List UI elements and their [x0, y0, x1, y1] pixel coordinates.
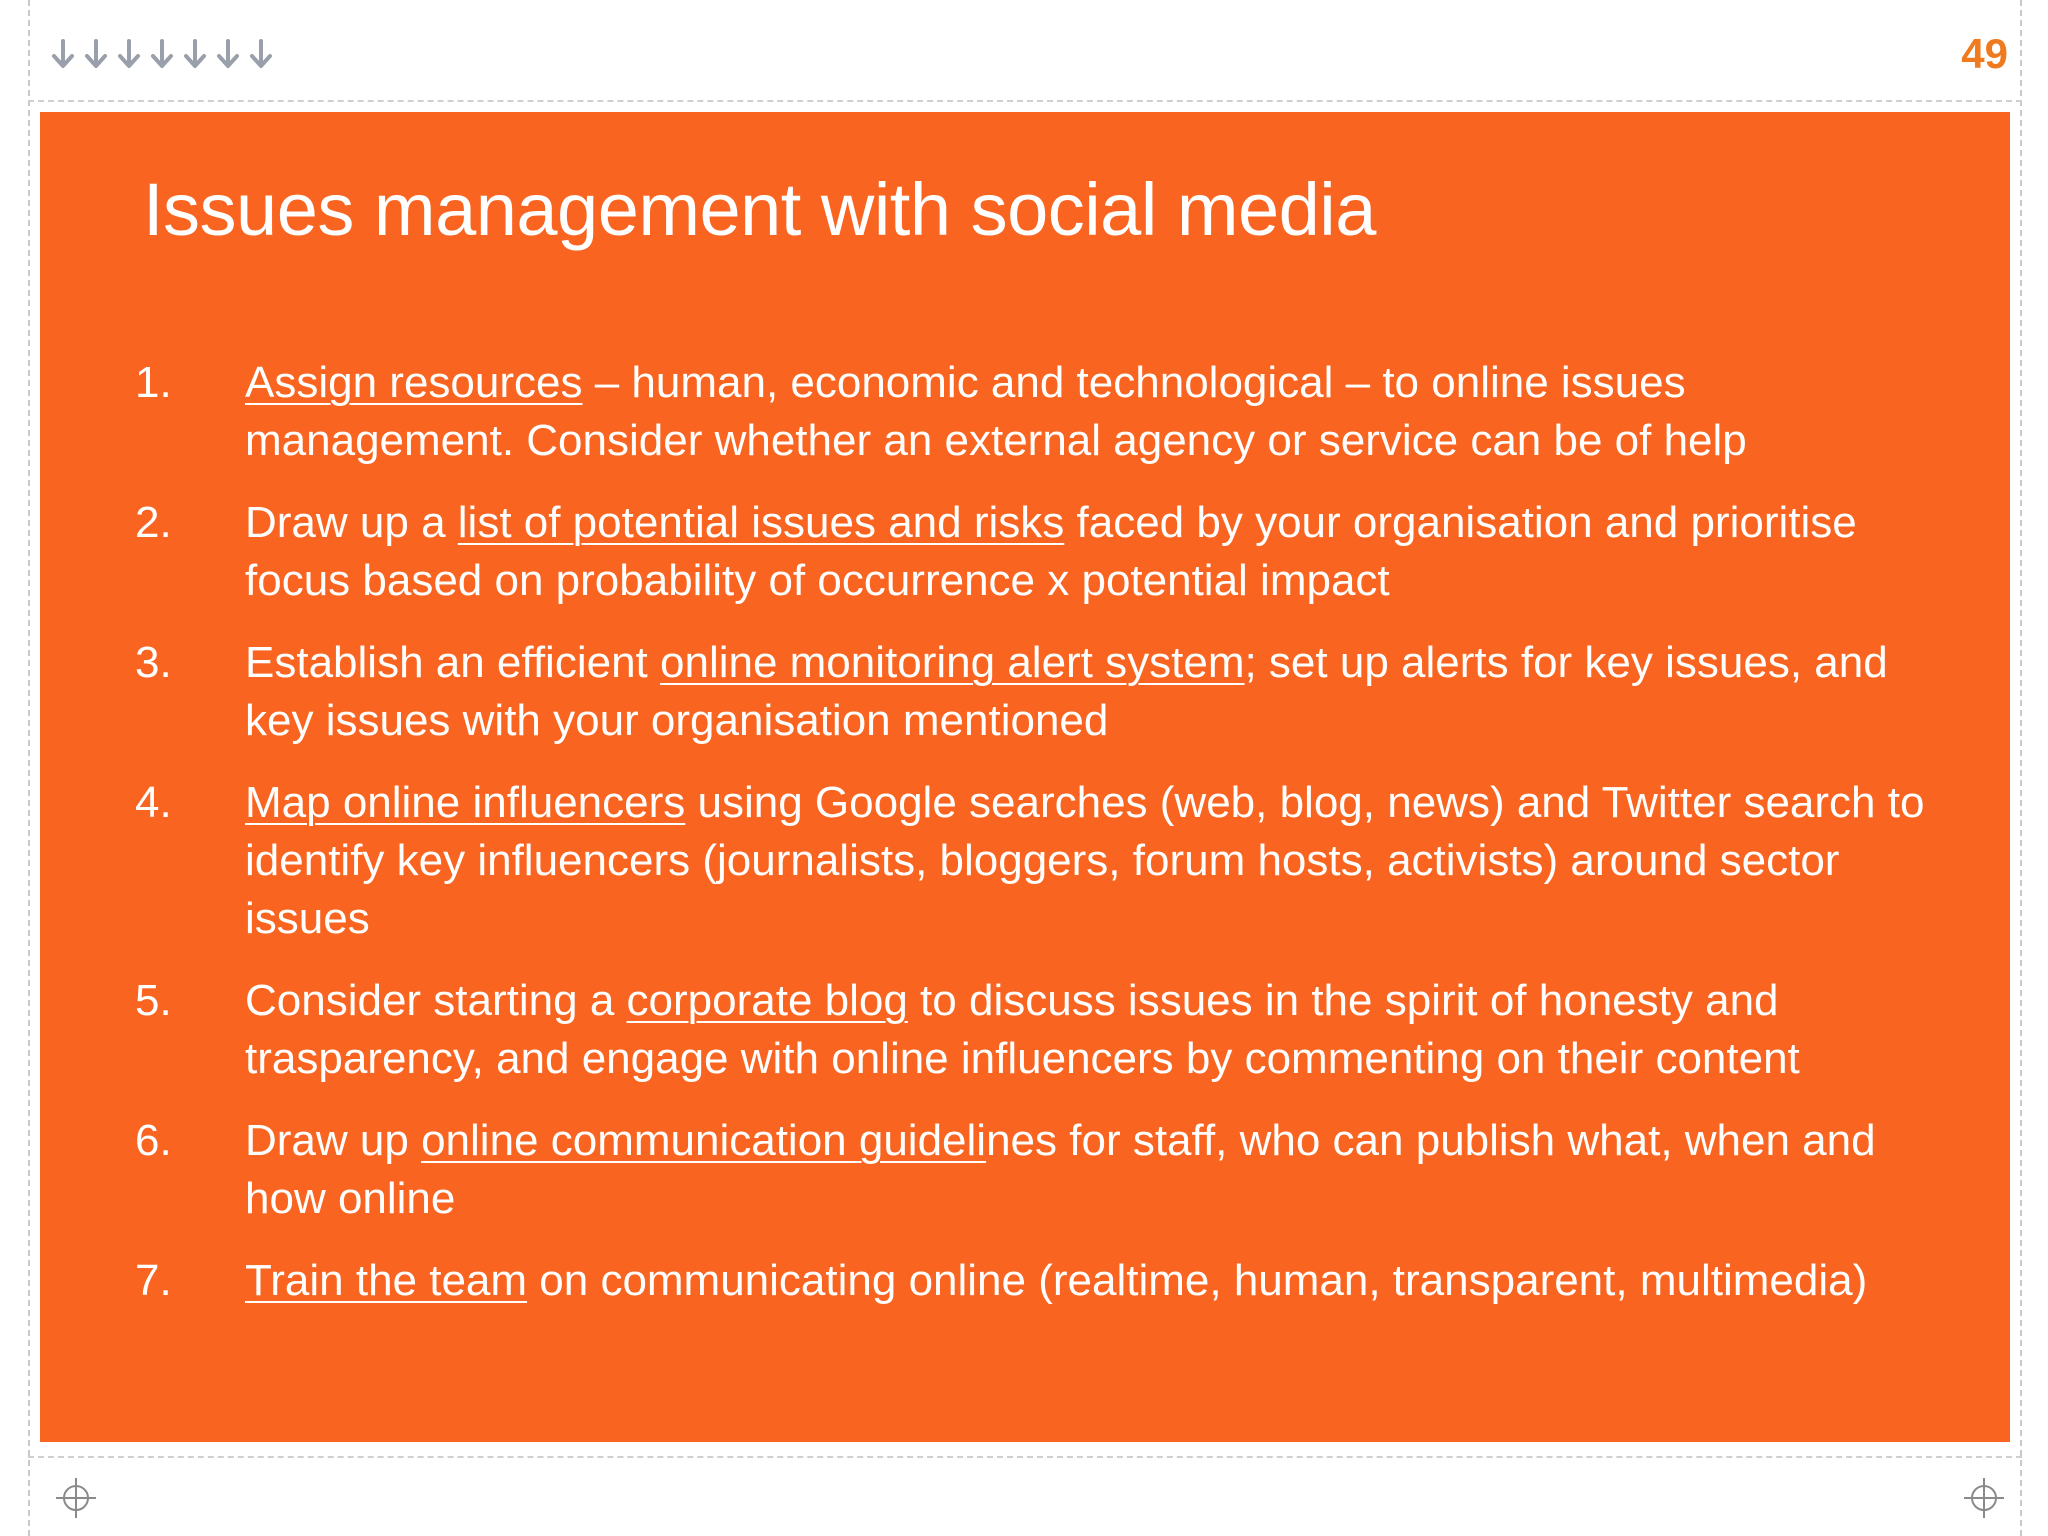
slide-title: Issues management with social media	[143, 168, 1376, 251]
underlined-link[interactable]: Train the team	[245, 1256, 528, 1305]
underlined-link[interactable]: Map online influencers	[245, 778, 686, 827]
underlined-link[interactable]: online monitoring alert system	[660, 638, 1245, 687]
list-item	[135, 1112, 1965, 1228]
list-item-text	[245, 1256, 1867, 1305]
body-text: Establish an efficient	[245, 638, 660, 687]
list-item-text	[245, 498, 1857, 605]
crosshair-icon	[1962, 1476, 2006, 1520]
body-text: faced by your organisation and prioritise focus based on probability of occurrence x potential impact	[245, 498, 1857, 605]
down-arrow-icon	[149, 38, 175, 70]
list-item-number: 6.	[135, 1116, 172, 1165]
list-item-text	[245, 638, 1888, 745]
body-text: on communicating online (realtime, human, transparent, multimedia)	[527, 1256, 1868, 1305]
list-item-text	[245, 358, 1747, 465]
down-arrow-icon	[215, 38, 241, 70]
body-text: ; set up alerts for key issues, and key issues with your organisation mentioned	[245, 638, 1888, 745]
underlined-link[interactable]: Assign resources	[245, 358, 583, 407]
down-arrow-icon	[83, 38, 109, 70]
page-number: 49	[1961, 30, 2008, 77]
body-text: using Google searches (web, blog, news) and Twitter search to identify key influencers (journalists, bloggers, forum hosts, activists) around sector issues	[245, 778, 1925, 943]
header-divider	[28, 100, 2022, 102]
body-text: Draw up a	[245, 498, 458, 547]
list-item	[135, 774, 1965, 948]
numbered-list	[135, 354, 1965, 1334]
crosshair-icon	[54, 1476, 98, 1520]
footer-divider	[28, 1456, 2022, 1458]
list-item-text	[245, 1116, 1876, 1223]
list-item-number: 5.	[135, 976, 172, 1025]
down-arrow-icon	[116, 38, 142, 70]
list-item-text	[245, 778, 1924, 943]
list-item	[135, 972, 1965, 1088]
body-text: – human, economic and technological – to online issues management. Consider whether an external agency or service can be of help	[245, 358, 1747, 465]
down-arrow-icon	[248, 38, 274, 70]
down-arrows	[50, 38, 274, 70]
list-item	[135, 494, 1965, 610]
list-item	[135, 354, 1965, 470]
underlined-link[interactable]: online communication guideli	[421, 1116, 987, 1165]
down-arrow-icon	[182, 38, 208, 70]
list-item-number: 7.	[135, 1256, 172, 1305]
list-item-number: 4.	[135, 778, 172, 827]
list-item-number: 2.	[135, 498, 172, 547]
body-text: Consider starting a	[245, 976, 627, 1025]
down-arrow-icon	[50, 38, 76, 70]
list-item	[135, 1252, 1965, 1310]
list-item-text	[245, 976, 1800, 1083]
underlined-link[interactable]: list of potential issues and risks	[457, 498, 1065, 547]
list-item-number: 3.	[135, 638, 172, 687]
underlined-link[interactable]: corporate blog	[626, 976, 908, 1025]
body-text: Draw up	[245, 1116, 422, 1165]
slide	[40, 112, 2010, 1442]
body-text: to discuss issues in the spirit of honesty and trasparency, and engage with online influencers by commenting on their content	[245, 976, 1800, 1083]
list-item-number: 1.	[135, 358, 172, 407]
body-text: nes for staff, who can publish what, when and how online	[245, 1116, 1876, 1223]
list-item	[135, 634, 1965, 750]
